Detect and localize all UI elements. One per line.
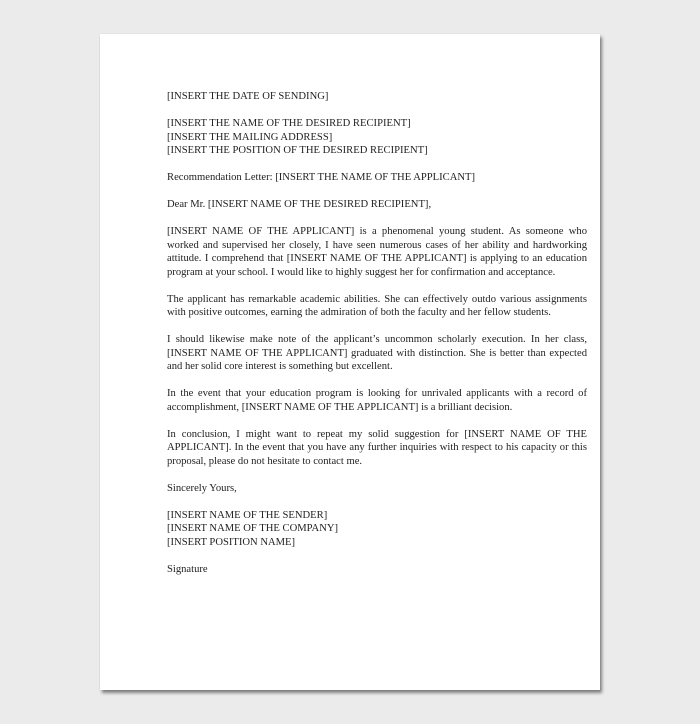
signature-line <box>167 563 587 577</box>
date-line <box>167 90 587 104</box>
closing <box>167 482 587 496</box>
sender-block <box>167 509 587 550</box>
subject-line <box>167 171 587 185</box>
body-paragraph-1: [INSERT NAME OF THE APPLICANT] is a phenomenal young student. As someone who worked and supervised her closely, I have seen numerous cases of her ability and hardworking attitude. I comprehend that [INSERT NAME OF THE APPLICANT] is applying to an education program at your school. I would like to highly suggest her for confirmation and acceptance. <box>167 226 587 278</box>
recipient-position: [INSERT THE POSITION OF THE DESIRED RECIPIENT] <box>167 145 428 156</box>
date-text: [INSERT THE DATE OF SENDING] <box>167 91 329 102</box>
letter-body <box>167 90 587 590</box>
closing-text: Sincerely Yours, <box>167 482 237 494</box>
salutation <box>167 198 587 212</box>
recipient-address-block <box>167 117 587 158</box>
salutation-text: Dear Mr. [INSERT NAME OF THE DESIRED RECIPIENT], <box>167 199 432 210</box>
signature-text: Signature <box>167 563 208 575</box>
recipient-name: [INSERT THE NAME OF THE DESIRED RECIPIENT] <box>167 118 411 129</box>
recipient-mailing-address: [INSERT THE MAILING ADDRESS] <box>167 131 333 143</box>
sender-company: [INSERT NAME OF THE COMPANY] <box>167 523 339 534</box>
sender-name: [INSERT NAME OF THE SENDER] <box>167 509 328 521</box>
sender-position: [INSERT POSITION NAME] <box>167 536 296 548</box>
document-page <box>100 34 600 690</box>
body-paragraph-2: The applicant has remarkable academic abilities. She can effectively outdo various assignments with positive outcomes, earning the admiration of both the faculty and her fellow students. <box>167 293 587 318</box>
body-paragraph-4: In the event that your education program is looking for unrivaled applicants with a record of accomplishment, [INSERT NAME OF THE APPLICANT] is a brilliant decision. <box>167 388 587 413</box>
subject-text: Recommendation Letter: [INSERT THE NAME OF THE APPLICANT] <box>167 172 476 183</box>
body-paragraph-5: In conclusion, I might want to repeat my solid suggestion for [INSERT NAME OF THE APPLICANT]. In the event that you have any further inquiries with respect to his capacity or this proposal, please do not hesitate to contact me. <box>167 428 587 467</box>
body-paragraph-3: I should likewise make note of the applicant’s uncommon scholarly execution. In her class, [INSERT NAME OF THE APPLICANT] graduated with distinction. She is better than expected and her solid core interest is something but excellent. <box>167 334 587 372</box>
